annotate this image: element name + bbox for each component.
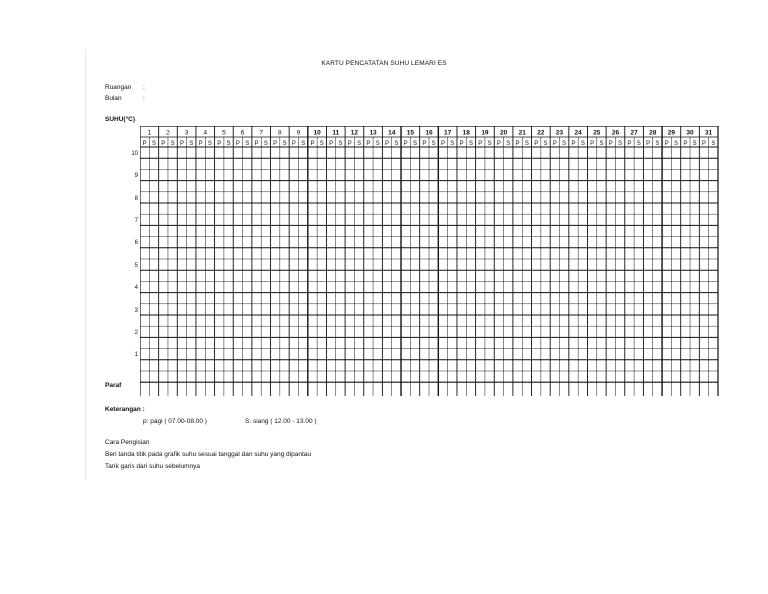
y-label-9: 9 (134, 173, 138, 179)
sub-label-p-17: P (440, 141, 445, 147)
sub-label-s-24: S (580, 141, 585, 147)
sub-label-p-19: P (478, 141, 483, 147)
sub-label-p-18: P (459, 141, 464, 147)
sub-label-s-19: S (487, 141, 492, 147)
day-label-18: 18 (462, 129, 470, 137)
day-label-3: 3 (184, 129, 189, 137)
sub-label-p-31: P (702, 141, 707, 147)
sub-label-s-28: S (655, 141, 660, 147)
sub-label-s-9: S (301, 141, 306, 147)
bulan-field[interactable] (105, 95, 145, 102)
day-label-24: 24 (574, 129, 582, 137)
sub-label-s-1: S (151, 141, 156, 147)
sub-label-p-24: P (571, 141, 576, 147)
suhu-label: SUHU(°C) (105, 116, 136, 123)
sub-label-s-12: S (357, 141, 362, 147)
ruangan-label: Ruangan (105, 84, 132, 91)
day-label-20: 20 (499, 129, 508, 137)
sub-label-s-15: S (413, 141, 418, 147)
y-label-8: 8 (134, 196, 138, 202)
ruangan-field[interactable] (105, 84, 145, 91)
cara-pengisian-line-2: Tarik garis dari suhu sebelumnya (105, 463, 201, 470)
day-label-8: 8 (278, 129, 282, 137)
sub-label-p-27: P (627, 141, 632, 147)
day-label-12: 12 (350, 129, 359, 137)
sub-label-s-30: S (692, 141, 697, 147)
day-label-26: 26 (611, 129, 620, 137)
sub-label-p-22: P (534, 141, 539, 147)
day-label-28: 28 (649, 129, 657, 137)
sub-label-s-6: S (245, 141, 250, 147)
day-label-15: 15 (406, 129, 414, 137)
sub-label-s-23: S (562, 141, 567, 147)
y-label-4: 4 (134, 285, 138, 291)
sub-label-p-28: P (646, 141, 651, 147)
day-label-1: 1 (147, 129, 152, 137)
sub-label-s-3: S (189, 141, 194, 147)
day-label-11: 11 (332, 129, 340, 137)
sub-label-s-25: S (599, 141, 604, 147)
y-label-3: 3 (134, 308, 138, 314)
sub-label-p-10: P (310, 141, 315, 147)
sub-label-s-26: S (618, 141, 623, 147)
sub-label-s-4: S (207, 141, 212, 147)
day-label-17: 17 (444, 129, 452, 137)
bulan-colon: : (143, 95, 145, 102)
day-label-27: 27 (630, 129, 638, 137)
sub-label-p-7: P (254, 141, 259, 147)
sub-label-p-29: P (664, 141, 669, 147)
cara-pengisian-heading: Cara Pengisian (105, 439, 150, 446)
keterangan-heading: Keterangan : (105, 406, 145, 413)
day-label-29: 29 (667, 129, 676, 137)
sub-label-s-29: S (674, 141, 679, 147)
sub-label-s-22: S (543, 141, 548, 147)
y-label-1: 1 (134, 352, 138, 358)
y-label-7: 7 (134, 218, 138, 224)
day-label-25: 25 (593, 129, 601, 137)
paraf-label: Paraf (105, 382, 122, 389)
sub-label-p-5: P (217, 141, 222, 147)
day-label-22: 22 (537, 129, 545, 137)
ruangan-colon: : (143, 84, 145, 91)
sub-label-s-7: S (263, 141, 268, 147)
y-label-5: 5 (134, 263, 138, 269)
temperature-grid[interactable] (140, 126, 720, 396)
sub-label-p-21: P (515, 141, 520, 147)
day-label-30: 30 (686, 129, 694, 137)
page-margin-line (85, 50, 86, 480)
day-label-21: 21 (518, 129, 526, 137)
day-label-7: 7 (259, 129, 264, 137)
sub-label-p-25: P (590, 141, 595, 147)
day-label-19: 19 (481, 129, 489, 137)
day-label-13: 13 (369, 129, 377, 137)
bulan-label: Bulan (105, 95, 122, 102)
keterangan-pagi: p: pagi ( 07.00-08.00 ) (143, 418, 207, 425)
day-label-4: 4 (203, 129, 208, 137)
sub-label-s-18: S (468, 141, 473, 147)
cara-pengisian-line-1: Beri tanda titik pada grafik suhu sesuai tanggal dan suhu yang dipantau (105, 451, 311, 458)
day-label-31: 31 (705, 129, 713, 137)
document-title: KARTU PENCATATAN SUHU LEMARI ES (321, 60, 447, 67)
sub-label-p-12: P (347, 141, 352, 147)
y-label-6: 6 (134, 240, 138, 246)
y-label-10: 10 (131, 151, 138, 157)
sub-label-p-8: P (273, 141, 278, 147)
sub-label-p-14: P (385, 141, 390, 147)
sub-label-p-16: P (422, 141, 427, 147)
sub-label-p-9: P (291, 141, 296, 147)
sub-label-s-5: S (226, 141, 231, 147)
sub-label-p-13: P (366, 141, 371, 147)
sub-label-s-8: S (282, 141, 287, 147)
day-label-10: 10 (313, 129, 321, 137)
sub-label-p-20: P (496, 141, 501, 147)
day-label-16: 16 (425, 129, 433, 137)
sub-label-s-2: S (170, 141, 175, 147)
sub-label-p-6: P (235, 141, 240, 147)
sub-label-p-15: P (403, 141, 408, 147)
sub-label-s-14: S (394, 141, 399, 147)
sub-label-p-4: P (198, 141, 203, 147)
sub-label-p-26: P (608, 141, 613, 147)
sub-label-p-23: P (552, 141, 557, 147)
sub-label-s-21: S (524, 141, 529, 147)
sub-label-p-2: P (161, 141, 166, 147)
day-label-9: 9 (296, 129, 301, 137)
sub-label-p-1: P (142, 141, 147, 147)
sub-label-s-16: S (431, 141, 436, 147)
day-label-23: 23 (555, 129, 564, 137)
sub-label-s-17: S (450, 141, 455, 147)
sub-label-s-10: S (319, 141, 324, 147)
day-label-2: 2 (166, 129, 170, 137)
y-label-2: 2 (134, 330, 138, 336)
keterangan-siang: S: siang ( 12.00 - 13.00 ) (245, 418, 317, 425)
day-label-14: 14 (388, 129, 396, 137)
day-label-6: 6 (240, 129, 245, 137)
sub-label-p-30: P (683, 141, 688, 147)
sub-label-p-3: P (179, 141, 184, 147)
sub-label-s-11: S (338, 141, 343, 147)
day-label-5: 5 (222, 129, 226, 137)
sub-label-s-20: S (506, 141, 511, 147)
sub-label-p-11: P (329, 141, 334, 147)
sub-label-s-27: S (636, 141, 641, 147)
sub-label-s-31: S (711, 141, 716, 147)
sub-label-s-13: S (375, 141, 380, 147)
